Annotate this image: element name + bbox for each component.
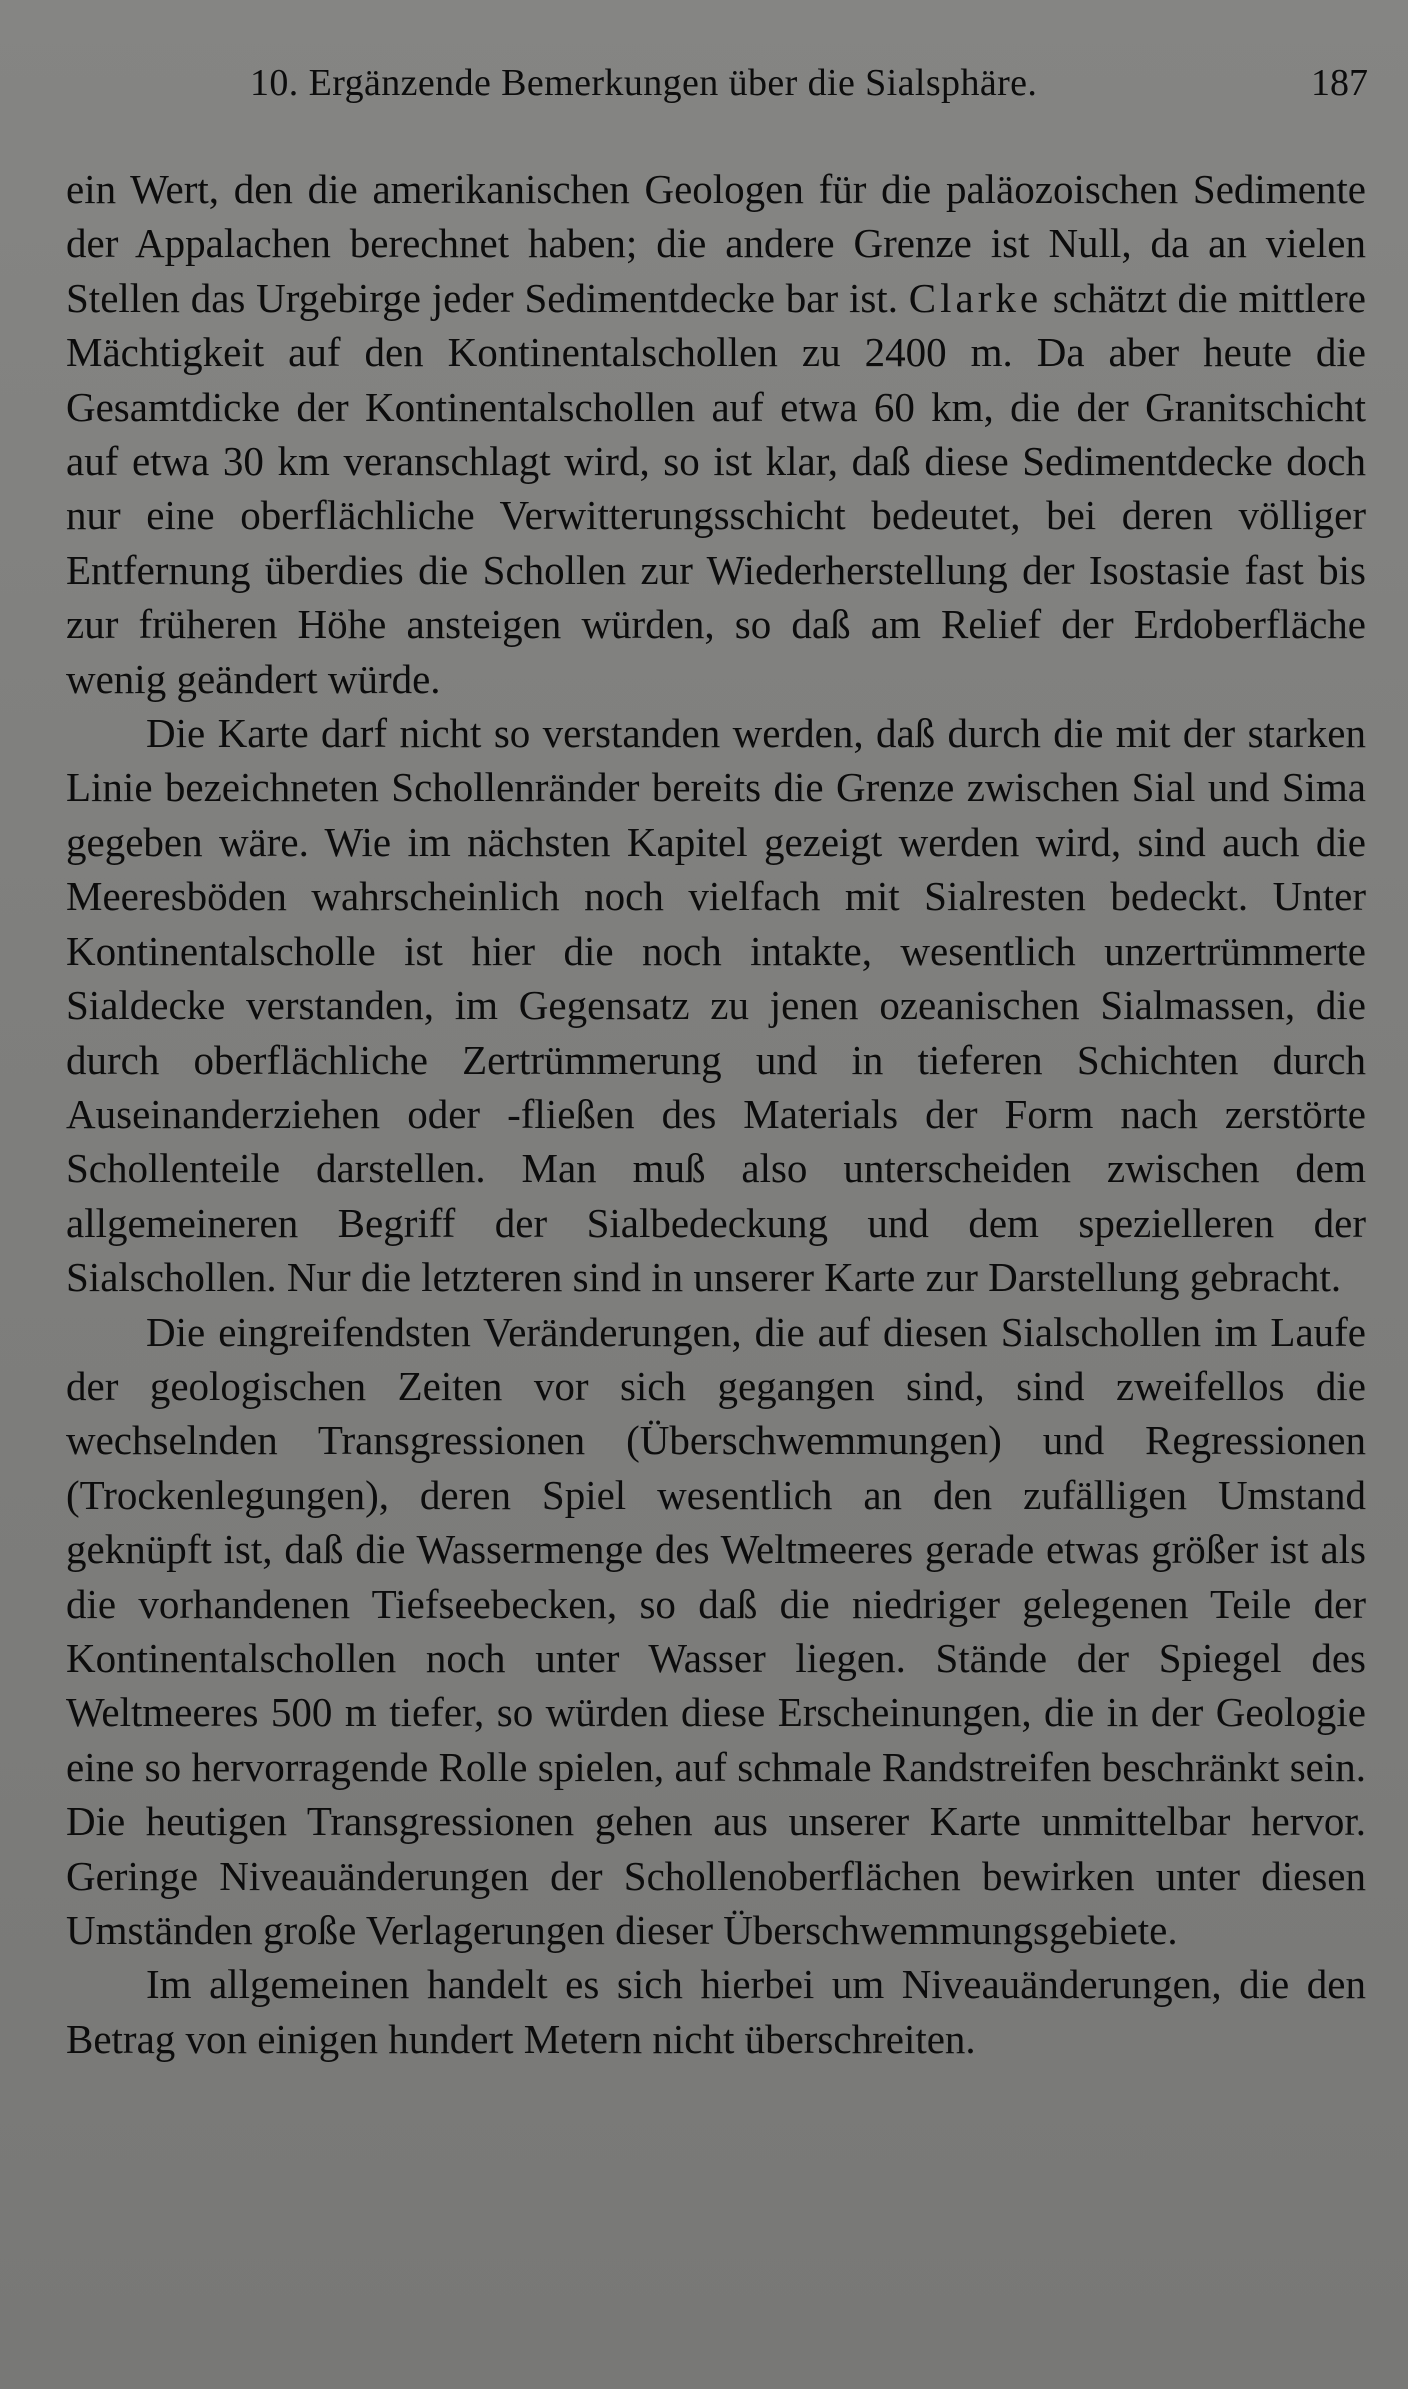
author-name-clarke: Clarke [908,274,1043,321]
paragraph-1 [66,162,1366,706]
paragraph-1-text-before: ein Wert, den die amerikanischen Geologen für die paläozoischen Sedimente der Appalachen berechnet haben; die andere Grenze ist Null, da an vielen Stellen das Urgebirge jeder Sedimentdecke bar ist. [66,166,1366,321]
page-number: 187 [1311,62,1368,104]
paragraph-1-text-after: schätzt die mittlere Mächtigkeit auf den Kontinentalschollen zu 2400 m. Da aber heute die Gesamtdicke der Kontinentalschollen auf etwa 60 km, die der Granitschicht auf etwa 30 km veranschlagt wird, so ist klar, daß diese Sedimentdecke doch nur eine oberflächliche Verwitterungsschicht bedeutet, bei deren völliger Entfernung überdies die Schollen zur Wiederherstellung der Isostasie fast bis zur früheren Höhe ansteigen würden, so daß am Relief der Erdoberfläche wenig geändert würde. [66,274,1366,702]
chapter-heading: 10. Ergänzende Bemerkungen über die Sialsphäre. [250,62,1038,104]
paragraph-2: Die Karte darf nicht so verstanden werden, daß durch die mit der starken Linie bezeichneten Schollenränder bereits die Grenze zwischen Sial und Sima gegeben wäre. Wie im nächsten Kapitel gezeigt werden wird, sind auch die Meeresböden wahrscheinlich noch vielfach mit Sialresten bedeckt. Unter Kontinentalscholle ist hier die noch intakte, wesentlich unzertrümmerte Sialdecke verstanden, im Gegensatz zu jenen ozeanischen Sialmassen, die durch oberflächliche Zertrümmerung und in tieferen Schichten durch Auseinanderziehen oder -fließen des Materials der Form nach zerstörte Schollenteile darstellen. Man muß also unterscheiden zwischen dem allgemeineren Begriff der Sialbedeckung und dem spezielleren der Sialschollen. Nur die letzteren sind in unserer Karte zur Darstellung gebracht. [66,710,1366,1301]
paragraph-3: Die eingreifendsten Veränderungen, die auf diesen Sialschollen im Laufe der geologischen Zeiten vor sich gegangen sind, sind zweifellos die wechselnden Transgressionen (Überschwemmungen) und Regressionen (Trockenlegungen), deren Spiel wesentlich an den zufälligen Umstand geknüpft ist, daß die Wassermenge des Weltmeeres gerade etwas größer ist als die vorhandenen Tiefseebecken, so daß die niedriger gelegenen Teile der Kontinentalschollen noch unter Wasser liegen. Stände der Spiegel des Weltmeeres 500 m tiefer, so würden diese Erscheinungen, die in der Geologie eine so hervorragende Rolle spielen, auf schmale Randstreifen beschränkt sein. Die heutigen Transgressionen gehen aus unserer Karte unmittelbar hervor. Geringe Niveauänderungen der Schollenoberflächen bewirken unter diesen Umständen große Verlagerungen dieser Überschwemmungsgebiete. [66,1308,1366,1953]
running-header [250,58,1368,108]
paragraph-4: Im allgemeinen handelt es sich hierbei um Niveauänderungen, die den Betrag von einigen hundert Metern nicht überschreiten. [66,1961,1366,2062]
body-text [66,162,1366,2066]
